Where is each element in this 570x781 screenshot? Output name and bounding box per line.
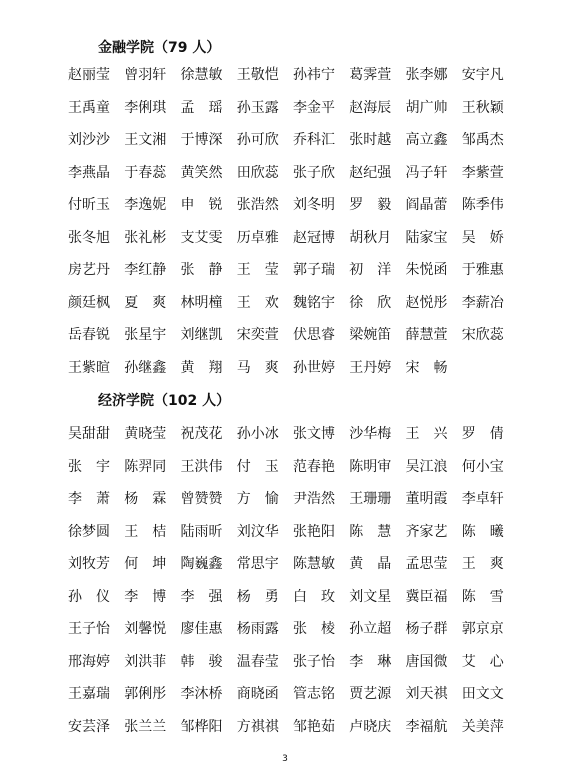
student-name: 张 静 [180, 262, 223, 278]
student-name: 常思宇 [236, 556, 279, 572]
student-name: 沙华梅 [349, 426, 392, 442]
student-name: 张子欣 [293, 164, 335, 181]
student-name: 王 兴 [405, 426, 448, 442]
student-name: 曾羽轩 [124, 67, 167, 83]
student-name: 王嘉瑞 [68, 686, 110, 702]
student-name: 陈 雪 [461, 588, 504, 605]
student-name: 张兰兰 [124, 718, 167, 735]
student-name: 于博深 [180, 132, 223, 148]
student-name: 董明霞 [405, 491, 448, 507]
student-name: 冯子轩 [405, 164, 448, 181]
student-name: 陈慧敏 [293, 556, 335, 572]
student-name: 吴甜甜 [68, 426, 110, 442]
student-name: 王紫暄 [68, 359, 110, 376]
student-name: 黄 晶 [349, 556, 392, 572]
student-name: 付 玉 [236, 458, 279, 475]
student-name: 初 洋 [349, 262, 392, 278]
student-name: 张子怡 [293, 653, 335, 670]
student-name: 关美萍 [461, 718, 504, 735]
student-name: 李薪冶 [461, 294, 504, 311]
student-name: 徐 欣 [349, 294, 392, 311]
student-name: 陆家宝 [405, 229, 448, 246]
student-name: 邢海婷 [68, 653, 110, 670]
student-name: 李 强 [180, 588, 223, 605]
student-name: 薛慧萱 [405, 327, 448, 343]
student-name: 祝茂花 [180, 426, 223, 442]
student-name: 杨子群 [405, 621, 448, 637]
student-name: 杨 霖 [124, 491, 167, 507]
student-name: 王子怡 [68, 621, 110, 637]
student-name: 宋欣蕊 [461, 327, 504, 343]
student-name: 邹禹杰 [461, 132, 504, 148]
student-name: 李紫萱 [461, 164, 504, 181]
page-number: 3 [282, 754, 288, 764]
student-name: 张星宇 [124, 327, 167, 343]
student-name: 赵冠博 [293, 229, 335, 246]
student-name: 王 欢 [236, 294, 279, 311]
section-title-economics: 经济学院（102 人） [98, 393, 231, 409]
student-name: 伏思睿 [293, 327, 335, 343]
student-name: 王丹婷 [349, 359, 392, 376]
student-name: 刘牧芳 [68, 556, 110, 572]
student-name: 艾 心 [461, 653, 504, 670]
student-name: 陈季伟 [461, 197, 504, 213]
student-name: 张 宇 [68, 458, 110, 475]
name-grid-economics [68, 425, 518, 750]
student-name: 张 棱 [293, 621, 335, 637]
student-name: 黄笑然 [180, 164, 223, 181]
student-name: 商晓函 [236, 686, 279, 702]
student-name: 王珊珊 [349, 491, 392, 507]
student-name: 廖佳惠 [180, 621, 223, 637]
student-name: 支艾雯 [180, 229, 223, 246]
student-name: 孙立超 [349, 621, 392, 637]
student-name: 刘继凯 [180, 327, 223, 343]
student-name: 刘冬明 [293, 197, 335, 213]
student-name: 王 桔 [124, 523, 167, 540]
student-name: 岳春锐 [68, 327, 110, 343]
student-name: 刘洪菲 [124, 653, 167, 670]
student-name: 方祺祺 [236, 718, 279, 735]
student-name: 葛霁萱 [349, 67, 392, 83]
student-name: 邹桦阳 [180, 718, 223, 735]
student-name: 申 锐 [180, 197, 223, 213]
student-name: 陈 曦 [461, 523, 504, 540]
student-name: 张艳阳 [293, 523, 335, 540]
student-name: 杨雨露 [236, 621, 279, 637]
student-name: 王禹童 [68, 99, 110, 116]
student-name: 王敬恺 [236, 67, 279, 83]
student-name: 马 爽 [236, 359, 279, 376]
student-name: 郭子瑞 [293, 262, 335, 278]
student-name: 李俐琪 [124, 99, 167, 116]
section-title-finance: 金融学院（79 人） [98, 40, 221, 56]
student-name: 贾艺源 [349, 686, 392, 702]
student-name: 张礼彬 [124, 229, 167, 246]
student-name: 刘汶华 [236, 523, 279, 540]
student-name: 孟 瑶 [180, 99, 223, 116]
student-name: 吴江浪 [405, 458, 448, 475]
student-name: 安芸泽 [68, 718, 110, 735]
student-name: 王文湘 [124, 132, 167, 148]
student-name: 张时越 [349, 132, 392, 148]
student-name: 陆雨昕 [180, 523, 223, 540]
student-name: 张李娜 [405, 67, 448, 83]
student-name: 王秋颖 [461, 99, 504, 116]
student-name: 邹艳茹 [293, 718, 335, 735]
student-name: 孙祎宁 [293, 67, 335, 83]
student-name: 唐国微 [405, 653, 448, 670]
student-name: 李 琳 [349, 653, 392, 670]
student-name: 尹浩然 [293, 491, 335, 507]
student-name: 徐慧敏 [180, 67, 223, 83]
student-name: 于雅惠 [461, 262, 504, 278]
student-name: 夏 爽 [124, 294, 167, 311]
student-name: 宋奕萱 [236, 327, 279, 343]
student-name: 李逸妮 [124, 197, 167, 213]
student-name: 刘沙沙 [68, 132, 110, 148]
student-name: 宋 畅 [405, 359, 448, 376]
student-name: 于春蕊 [124, 164, 167, 181]
student-name: 何 坤 [124, 556, 167, 572]
student-name: 颜廷枫 [68, 294, 110, 311]
student-name: 赵海辰 [349, 99, 392, 116]
student-name: 孙小冰 [236, 426, 279, 442]
student-name: 阎晶蕾 [405, 197, 448, 213]
student-name: 白 玫 [293, 588, 335, 605]
student-name: 黄晓莹 [124, 426, 167, 442]
student-name: 李福航 [405, 718, 448, 735]
student-name: 李燕晶 [68, 164, 110, 181]
student-name: 孙继鑫 [124, 359, 167, 376]
student-name: 李 萧 [68, 491, 110, 507]
student-name: 罗 毅 [349, 197, 392, 213]
student-name: 刘文星 [349, 588, 392, 605]
student-name: 孙可欣 [236, 132, 279, 148]
student-name: 刘天祺 [405, 686, 448, 702]
student-name: 齐家艺 [405, 523, 448, 540]
student-name: 赵纪强 [349, 164, 392, 181]
student-name: 房艺丹 [68, 262, 110, 278]
student-name: 范春艳 [293, 458, 335, 475]
student-name: 管志铭 [293, 686, 335, 702]
student-name: 徐梦圆 [68, 523, 110, 540]
student-name: 张文博 [293, 426, 335, 442]
student-name: 付昕玉 [68, 197, 110, 213]
student-name: 温春莹 [236, 653, 279, 670]
student-name: 郭俐彤 [124, 686, 167, 702]
student-name: 高立鑫 [405, 132, 448, 148]
student-name: 赵丽莹 [68, 67, 110, 83]
student-name: 梁婉笛 [349, 327, 392, 343]
student-name: 李卓轩 [461, 491, 504, 507]
student-name: 孟思莹 [405, 556, 448, 572]
student-name: 李红静 [124, 262, 167, 278]
student-name: 何小宝 [461, 458, 504, 475]
student-name: 安宇凡 [461, 67, 504, 83]
student-name: 胡秋月 [349, 229, 392, 246]
student-name: 陈羿同 [124, 458, 167, 475]
student-name: 李金平 [293, 99, 335, 116]
student-name: 孙玉露 [236, 99, 279, 116]
student-name: 魏铭宇 [293, 294, 335, 311]
student-name: 刘馨悦 [124, 621, 167, 637]
student-name: 陶巍鑫 [180, 556, 223, 572]
student-name: 李 博 [124, 588, 167, 605]
student-name: 张冬旭 [68, 229, 110, 246]
student-name: 王 爽 [461, 556, 504, 572]
student-name: 赵悦彤 [405, 294, 448, 311]
name-grid-finance [68, 66, 518, 391]
student-name: 王 莹 [236, 262, 279, 278]
student-name: 郭京京 [461, 621, 504, 637]
student-name: 胡广帅 [405, 99, 448, 116]
student-name: 陈明审 [349, 458, 392, 475]
student-name: 田文文 [461, 686, 504, 702]
student-name: 吴 娇 [461, 229, 504, 246]
student-name: 王洪伟 [180, 458, 223, 475]
student-name: 黄 翔 [180, 359, 223, 376]
student-name: 孙 仪 [68, 588, 110, 605]
student-name: 杨 勇 [236, 588, 279, 605]
student-name: 张浩然 [236, 197, 279, 213]
student-name: 方 愉 [236, 491, 279, 507]
student-name: 历卓雅 [236, 229, 279, 246]
student-name: 罗 倩 [461, 426, 504, 442]
student-name: 田欣蕊 [236, 164, 279, 181]
student-name: 卢晓庆 [349, 718, 392, 735]
student-name: 林明橦 [180, 294, 223, 311]
student-name: 曾赞赞 [180, 491, 223, 507]
student-name: 孙世婷 [293, 359, 335, 376]
student-name: 李沐桥 [180, 686, 223, 702]
student-name: 乔科汇 [293, 132, 335, 148]
student-name: 朱悦函 [405, 262, 448, 278]
student-name: 冀臣福 [405, 588, 448, 605]
student-name: 韩 骏 [180, 653, 223, 670]
student-name: 陈 慧 [349, 523, 392, 540]
